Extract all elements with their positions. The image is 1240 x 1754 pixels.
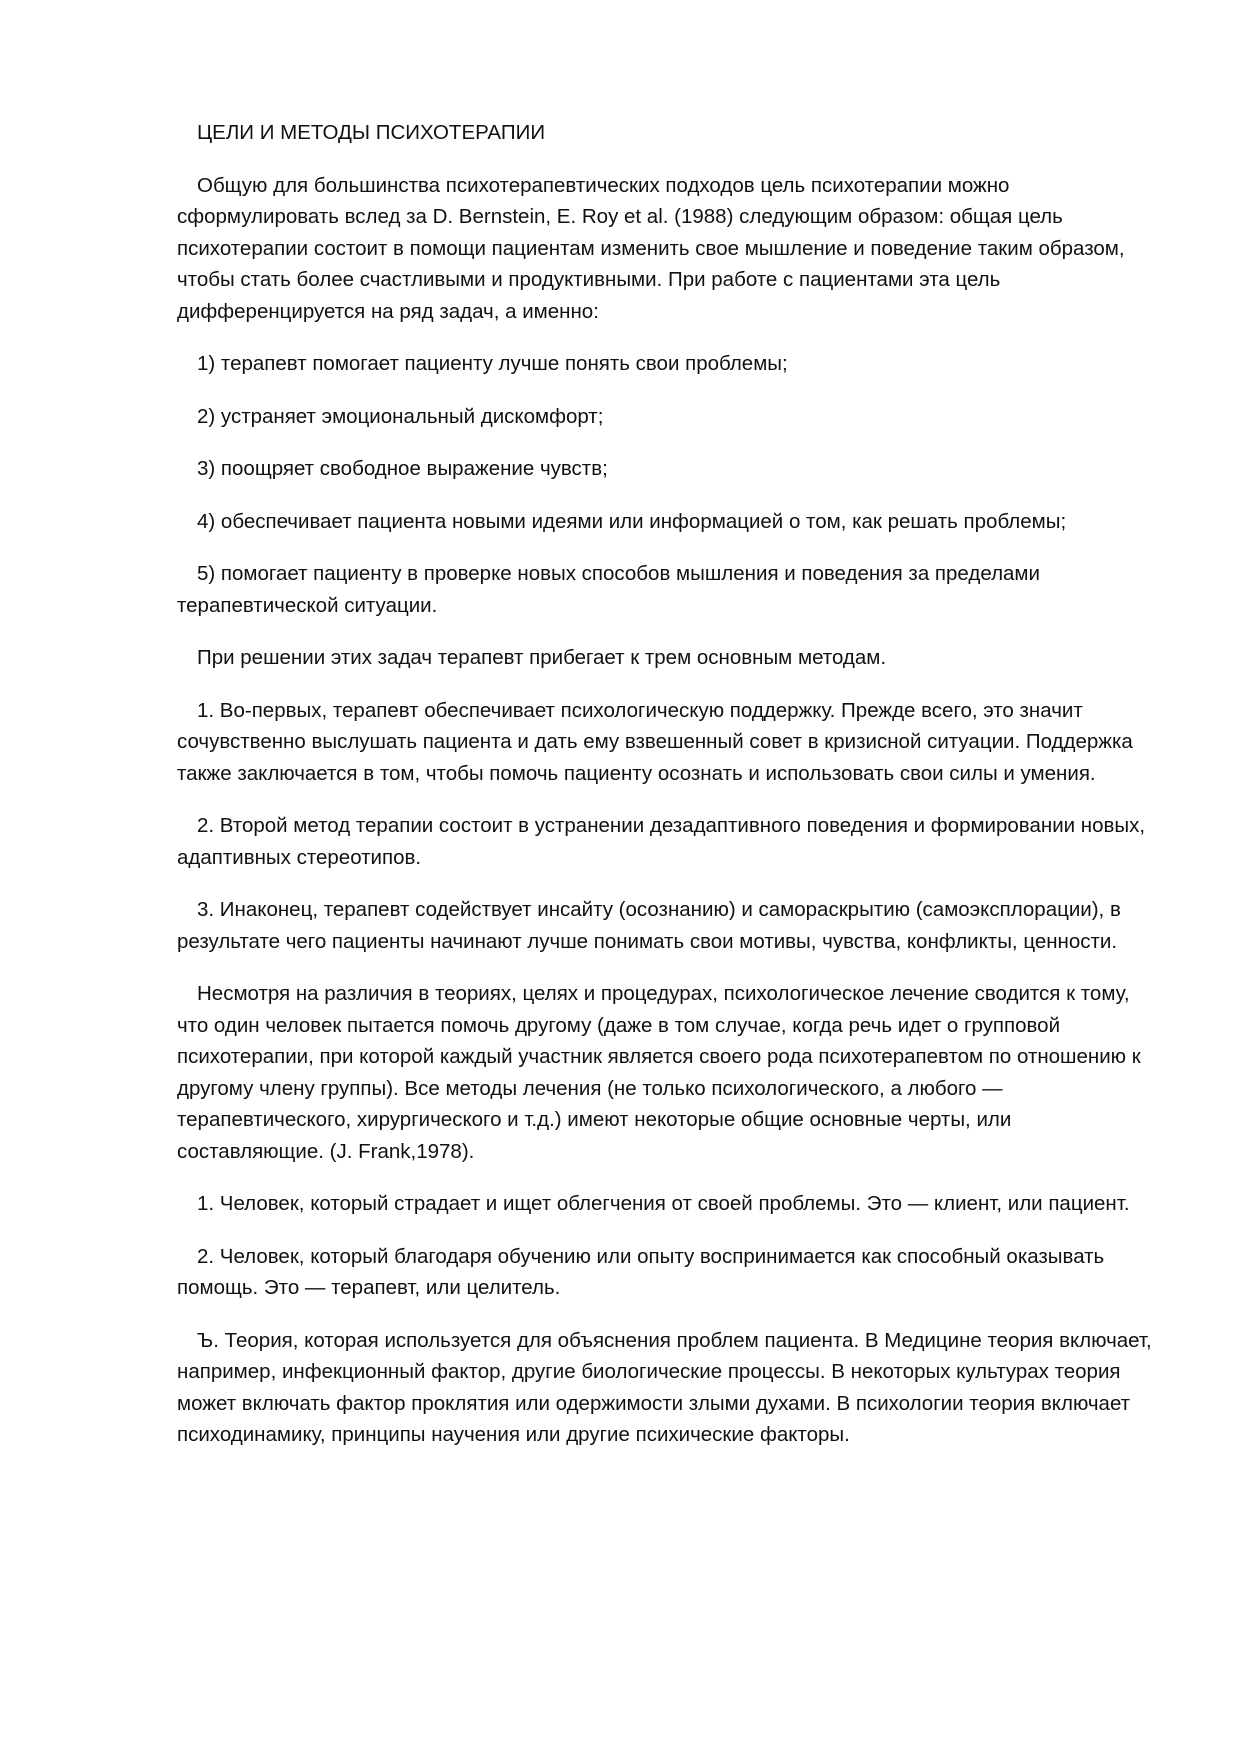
method-item-1: 1. Во-первых, терапевт обеспечивает психологическую поддержку. Прежде всего, это значит сочувственно выслушать пациента и дать ему взвешенный совет в кризисной ситуации. Поддержка также заключается в том, чтобы помочь пациенту осознать и использовать свои силы и умения. xyxy=(177,698,1133,785)
component-item-1: 1. Человек, который страдает и ищет облегчения от своей проблемы. Это — клиент, или пациент. xyxy=(197,1192,1130,1215)
task-item-1: 1) терапевт помогает пациенту лучше понять свои проблемы; xyxy=(197,352,788,375)
common-features-paragraph: Несмотря на различия в теориях, целях и процедурах, психологическое лечение сводится к тому, что один человек пытается помочь другому (даже в том случае, когда речь идет о групповой психотерапии, при которой каждый участник является своего рода психотерапевтом по отношению к другому члену группы). Все методы лечения (не только психологического, а любого — терапевтического, хирургического и т.д.) имеют некоторые общие основные черты, или составляющие. (J. Frank,1978). xyxy=(177,982,1141,1163)
task-item-5: 5) помогает пациенту в проверке новых способов мышления и поведения за пределами терапевтической ситуации. xyxy=(177,562,1040,617)
document-title: ЦЕЛИ И МЕТОДЫ ПСИХОТЕРАПИИ xyxy=(197,121,546,144)
methods-intro-paragraph: При решении этих задач терапевт прибегает к трем основным методам. xyxy=(197,646,887,669)
task-item-3: 3) поощряет свободное выражение чувств; xyxy=(197,457,608,480)
method-item-2: 2. Второй метод терапии состоит в устранении дезадаптивного поведения и формировании новых, адаптивных стереотипов. xyxy=(177,814,1146,869)
method-item-3: 3. Инаконец, терапевт содействует инсайту (осознанию) и самораскрытию (самоэксплорации), в результате чего пациенты начинают лучше понимать свои мотивы, чувства, конфликты, ценности. xyxy=(177,898,1121,953)
component-item-2: 2. Человек, который благодаря обучению или опыту воспринимается как способный оказывать помощь. Это — терапевт, или целитель. xyxy=(177,1244,1105,1299)
intro-paragraph: Общую для большинства психотерапевтических подходов цель психотерапии можно сформулировать вслед за D. Bernstein, E. Roy et al. (1988) следующим образом: общая цель психотерапии состоит в помощи пациентам изменить свое мышление и поведение таким образом, чтобы стать более счастливыми и продуктивными. При работе с пациентами эта цель дифференцируется на ряд задач, а именно: xyxy=(177,173,1125,323)
component-item-3: Ъ. Теория, которая используется для объяснения проблем пациента. В Медицине теория включает, например, инфекционный фактор, другие биологические процессы. В некоторых культурах теория может включать фактор проклятия или одержимости злыми духами. В психологии теория включает психодинамику, принципы научения или другие психические факторы. xyxy=(177,1328,1152,1446)
task-item-4: 4) обеспечивает пациента новыми идеями или информацией о том, как решать проблемы; xyxy=(197,509,1067,533)
task-item-2: 2) устраняет эмоциональный дискомфорт; xyxy=(197,404,604,428)
document-body xyxy=(177,117,1162,1472)
